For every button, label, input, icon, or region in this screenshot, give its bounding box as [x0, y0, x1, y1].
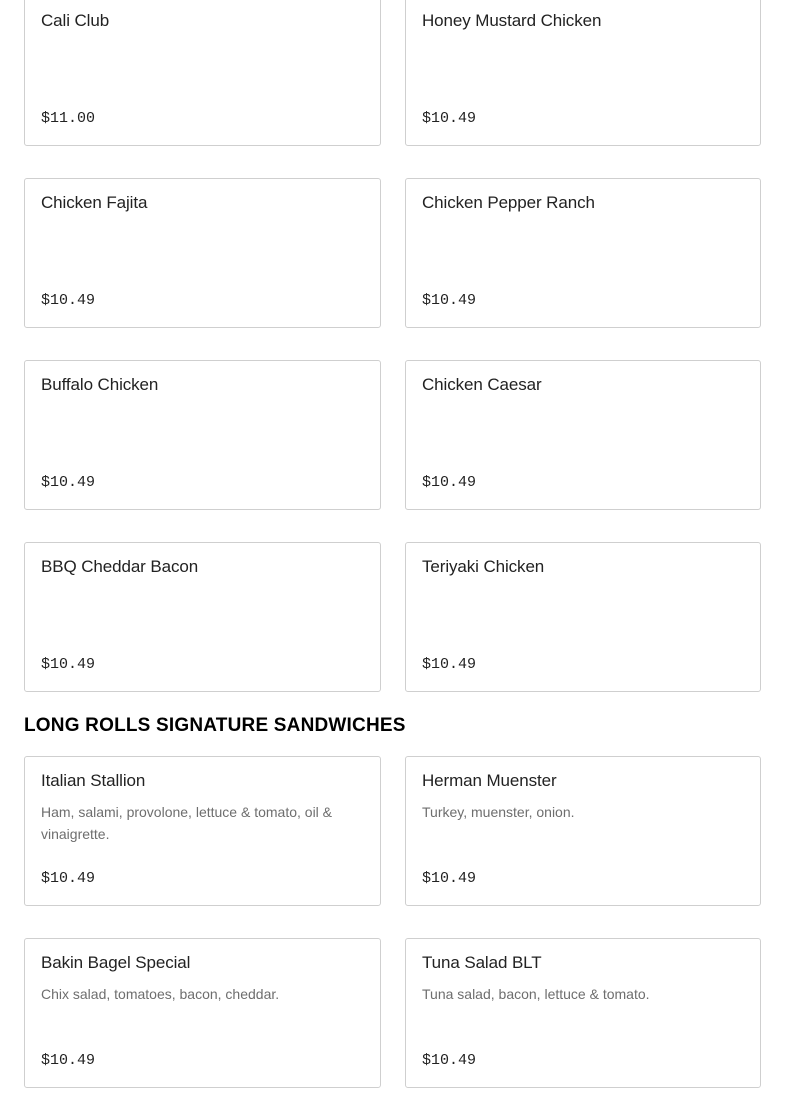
- menu-item-card[interactable]: [405, 542, 761, 692]
- item-price: $11.00: [41, 110, 96, 127]
- item-price: $10.49: [41, 1052, 96, 1069]
- item-name: Chicken Pepper Ranch: [422, 193, 595, 212]
- item-description: Tuna salad, bacon, lettuce & tomato.: [422, 986, 650, 1002]
- item-price: $10.49: [422, 292, 477, 309]
- item-price: $10.49: [422, 474, 477, 491]
- menu-item-card[interactable]: [24, 756, 381, 906]
- item-name: Tuna Salad BLT: [422, 953, 542, 972]
- item-name: Buffalo Chicken: [41, 375, 159, 394]
- item-price: $10.49: [41, 292, 96, 309]
- item-price: $10.49: [41, 474, 96, 491]
- item-name: Teriyaki Chicken: [422, 557, 545, 576]
- item-name: Italian Stallion: [41, 771, 146, 790]
- item-name: Chicken Fajita: [41, 193, 148, 212]
- item-description: Chix salad, tomatoes, bacon, cheddar.: [41, 986, 280, 1002]
- menu-item-card[interactable]: [24, 360, 381, 510]
- item-price: $10.49: [41, 870, 96, 887]
- item-name: Honey Mustard Chicken: [422, 11, 602, 30]
- item-price: $10.49: [422, 110, 477, 127]
- section-heading: LONG ROLLS SIGNATURE SANDWICHES: [24, 715, 406, 736]
- item-description: Turkey, muenster, onion.: [422, 804, 575, 820]
- menu-item-card[interactable]: [405, 0, 761, 146]
- menu-item-card[interactable]: [24, 938, 381, 1088]
- menu-item-card[interactable]: [24, 542, 381, 692]
- item-price: $10.49: [41, 656, 96, 673]
- menu-item-card[interactable]: [24, 0, 381, 146]
- item-name: Herman Muenster: [422, 771, 557, 790]
- item-price: $10.49: [422, 870, 477, 887]
- menu-item-card[interactable]: [405, 178, 761, 328]
- item-name: Chicken Caesar: [422, 375, 542, 394]
- menu-item-card[interactable]: [405, 938, 761, 1088]
- item-price: $10.49: [422, 1052, 477, 1069]
- menu-item-card[interactable]: [24, 178, 381, 328]
- menu-item-card[interactable]: [405, 360, 761, 510]
- item-price: $10.49: [422, 656, 477, 673]
- item-name: Bakin Bagel Special: [41, 953, 191, 972]
- item-description: Ham, salami, provolone, lettuce & tomato, oil & vinaigrette.: [41, 804, 333, 842]
- menu-item-card[interactable]: [405, 756, 761, 906]
- item-name: Cali Club: [41, 11, 110, 30]
- item-name: BBQ Cheddar Bacon: [41, 557, 199, 576]
